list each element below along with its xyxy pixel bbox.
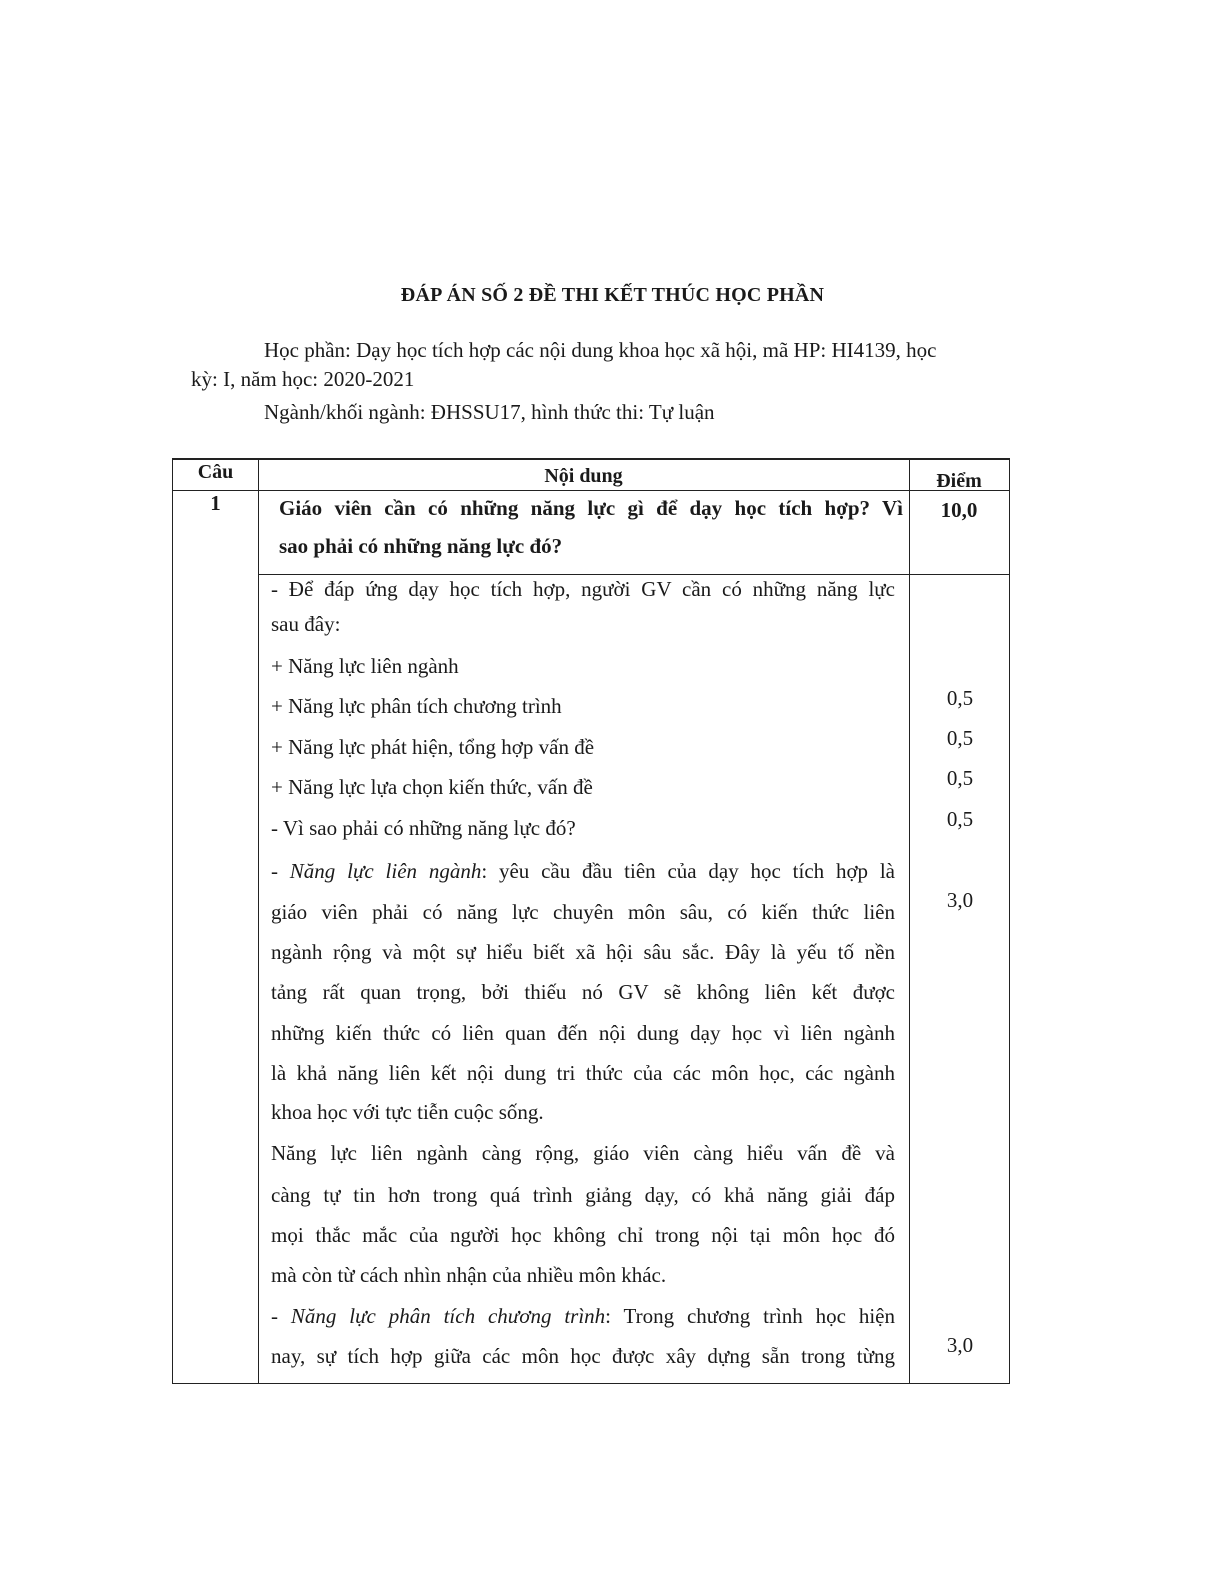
answer-line: - Vì sao phải có những năng lực đó?: [271, 816, 576, 840]
answer-line: + Năng lực phân tích chương trình: [271, 694, 562, 718]
answer-line: sau đây:: [271, 612, 341, 636]
para-line: nay, sự tích hợp giữa các môn học được xây dựng sẵn trong từng: [271, 1344, 895, 1368]
score: 3,0: [946, 1333, 974, 1357]
para-phan-tich-chuong-trinh-first: - Năng lực phân tích chương trình: Trong chương trình học hiện: [271, 1304, 896, 1328]
score: 0,5: [946, 766, 974, 790]
answer-table: [172, 458, 1010, 1384]
answer-line: - Để đáp ứng dạy học tích hợp, người GV cần có những năng lực: [271, 577, 895, 601]
para-label: - Năng lực phân tích chương trình: [271, 1304, 606, 1328]
answer-line: + Năng lực lựa chọn kiến thức, vấn đề: [271, 775, 593, 799]
header-cau: Câu: [197, 461, 234, 483]
header-noi-dung: Nội dung: [544, 465, 623, 487]
course-info-line-1: Học phần: Dạy học tích hợp các nội dung khoa học xã hội, mã HP: HI4139, học: [264, 338, 937, 362]
para-nang-luc-lien-nganh-first: - Năng lực liên ngành: yêu cầu đầu tiên của dạy học tích hợp là: [271, 859, 896, 883]
answer-line: + Năng lực phát hiện, tổng hợp vấn đề: [271, 735, 595, 759]
course-info-line-3: Ngành/khối ngành: ĐHSSU17, hình thức thi: Tự luận: [264, 400, 715, 424]
column-divider: [909, 460, 910, 1383]
course-info-line-2: kỳ: I, năm học: 2020-2021: [191, 367, 415, 391]
question-number: 1: [210, 491, 221, 515]
question-divider: [258, 574, 1009, 575]
score: 3,0: [946, 888, 974, 912]
header-divider: [173, 490, 1009, 491]
score: 0,5: [946, 726, 974, 750]
para-line: giáo viên phải có năng lực chuyên môn sâu, có kiến thức liên: [271, 900, 895, 924]
header-diem: Điểm: [936, 470, 982, 492]
column-divider: [258, 460, 259, 1383]
question-text-line-1: Giáo viên cần có những năng lực gì để dạy học tích hợp? Vì: [279, 496, 903, 520]
para-line: là khả năng liên kết nội dung tri thức của các môn học, các ngành: [271, 1061, 895, 1085]
score: 0,5: [946, 686, 974, 710]
para-line: tảng rất quan trọng, bởi thiếu nó GV sẽ không liên kết được: [271, 980, 895, 1004]
para-line: Năng lực liên ngành càng rộng, giáo viên càng hiểu vấn đề và: [271, 1141, 895, 1165]
question-total-score: 10,0: [940, 498, 978, 522]
para-line: mà còn từ cách nhìn nhận của nhiều môn khác.: [271, 1263, 667, 1287]
para-line: khoa học với tực tiễn cuộc sống.: [271, 1100, 544, 1124]
para-line: càng tự tin hơn trong quá trình giảng dạy, có khả năng giải đáp: [271, 1183, 895, 1207]
para-line: những kiến thức có liên quan đến nội dung dạy học vì liên ngành: [271, 1021, 895, 1045]
para-label: - Năng lực liên ngành: [271, 859, 482, 883]
page-title: ĐÁP ÁN SỐ 2 ĐỀ THI KẾT THÚC HỌC PHẦN: [400, 284, 825, 306]
para-line: mọi thắc mắc của người học không chỉ trong nội tại môn học đó: [271, 1223, 895, 1247]
question-text-line-2: sao phải có những năng lực đó?: [279, 534, 563, 558]
answer-line: + Năng lực liên ngành: [271, 654, 459, 678]
para-line: ngành rộng và một sự hiểu biết xã hội sâu sắc. Đây là yếu tố nền: [271, 940, 895, 964]
score: 0,5: [946, 807, 974, 831]
